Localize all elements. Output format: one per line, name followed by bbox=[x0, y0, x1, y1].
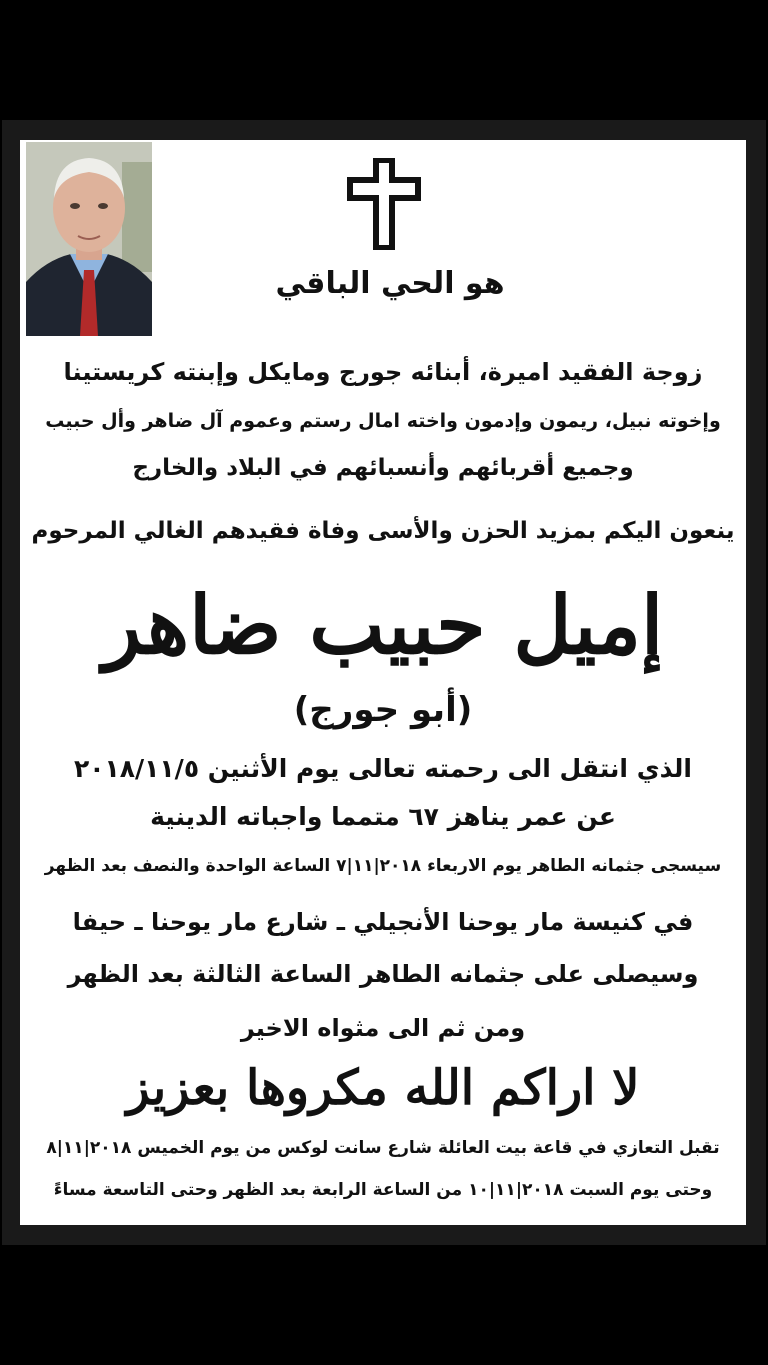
prayer-time-line: وسيصلى على جثمانه الطاهر الساعة الثالثة بعد الظهر bbox=[67, 960, 699, 988]
condolence-line-1: تقبل التعازي في قاعة بيت العائلة شارع سانت لوكس من يوم الخميس ٢٠١٨|١١|٨ bbox=[46, 1138, 720, 1158]
portrait-photo bbox=[26, 142, 152, 336]
death-date-line: الذي انتقل الى رحمته تعالى يوم الأثنين ٢٠١٨/١١/٥ bbox=[74, 754, 692, 783]
deceased-name: إميل حبيب ضاهر bbox=[102, 578, 664, 672]
family-line-2: وإخوته نبيل، ريمون وإدمون واخته امال رستم وعموم آل ضاهر وأل حبيب bbox=[45, 410, 721, 432]
condolence-line-2: وحتى يوم السبت ٢٠١٨|١١|١٠ من الساعة الرابعة بعد الظهر وحتى التاسعة مساءً bbox=[53, 1180, 713, 1200]
deceased-nickname: (أبو جورج) bbox=[293, 690, 473, 730]
family-line-1: زوجة الفقيد اميرة، أبنائه جورج ومايكل وإبنته كريستينا bbox=[63, 358, 703, 386]
closing-phrase: لا اراكم الله مكروها بعزيز bbox=[126, 1060, 640, 1116]
cross-icon bbox=[346, 158, 422, 250]
church-location-line: في كنيسة مار يوحنا الأنجيلي ـ شارع مار يوحنا ـ حيفا bbox=[72, 908, 694, 936]
burial-line: ومن ثم الى مثواه الاخير bbox=[240, 1014, 526, 1042]
motto-heading: هو الحي الباقي bbox=[275, 266, 505, 301]
funeral-time-line: سيسجى جثمانه الطاهر يوم الاربعاء ٢٠١٨|١١|٧ الساعة الواحدة والنصف بعد الظهر bbox=[44, 856, 722, 876]
announcement-line: ينعون اليكم بمزيد الحزن والأسى وفاة فقيدهم الغالي المرحوم bbox=[31, 518, 735, 544]
age-line: عن عمر يناهز ٦٧ متمما واجباته الدينية bbox=[150, 802, 616, 831]
family-line-3: وجميع أقربائهم وأنسبائهم في البلاد والخارج bbox=[132, 455, 634, 481]
